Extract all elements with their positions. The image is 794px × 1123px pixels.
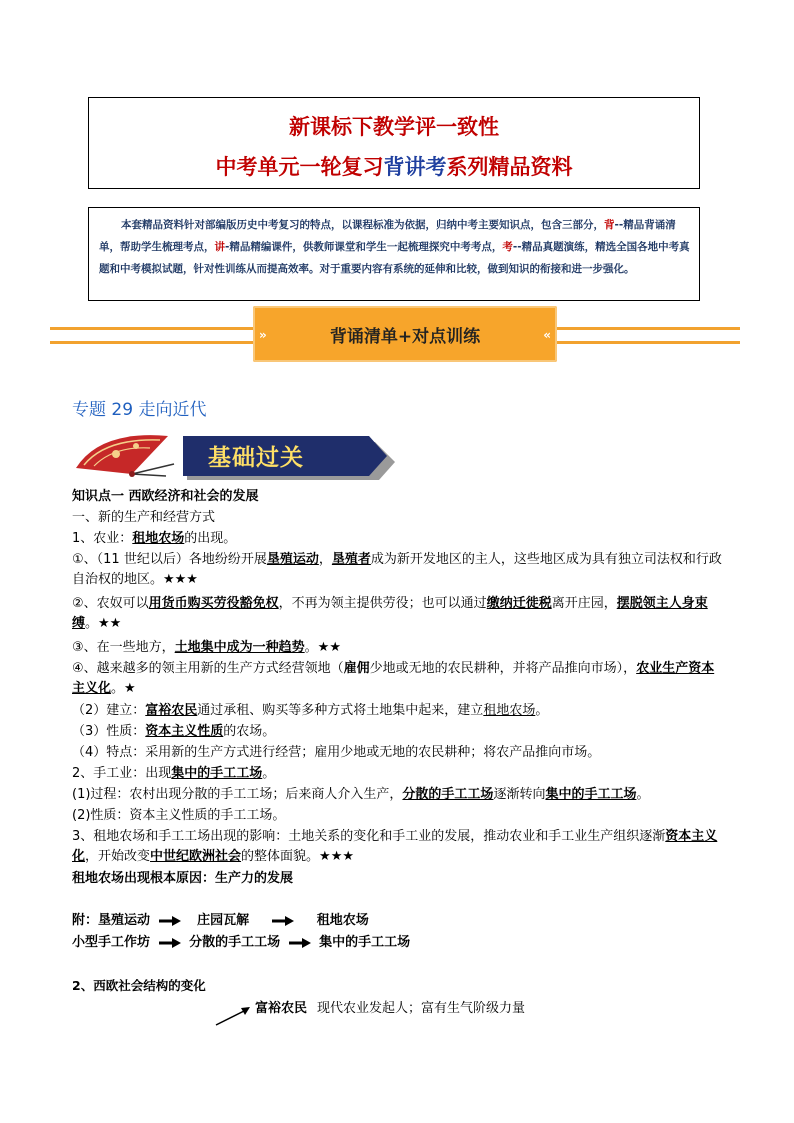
impact-paragraph bbox=[72, 827, 724, 867]
section-badge-label: 基础过关 bbox=[208, 444, 304, 471]
p4-b: 雇佣 bbox=[343, 661, 370, 676]
intro-text-d: --精品真题演练，精选全国各地中考真题和中考模拟试题，针对性训练从而提高效率。对于重要内容有系统的延伸和比较，做到知识的衔接和进一步强化。 bbox=[99, 241, 690, 275]
arrow-right-icon bbox=[159, 938, 181, 948]
imp-d: 中世纪欧洲社会 bbox=[150, 849, 242, 864]
flow-label: 附： bbox=[72, 913, 99, 928]
point-1 bbox=[72, 550, 724, 590]
hp1-b: 分散的手工工场 bbox=[402, 787, 494, 802]
p2-g: 。★★ bbox=[85, 616, 122, 631]
title-line-2-highlight: 背讲考 bbox=[383, 154, 447, 179]
imp-c: ，开始改变 bbox=[85, 849, 151, 864]
s2-d: 租地农场 bbox=[483, 703, 536, 718]
s2-a: （2）建立： bbox=[72, 703, 146, 718]
rich-peasant-desc: 现代农业发起人；富有生气阶级力量 bbox=[317, 1001, 526, 1016]
arrow-up-right-icon bbox=[214, 1003, 254, 1027]
banner-label: 背诵清单+对点训练 bbox=[329, 327, 481, 347]
arrow-right-icon bbox=[159, 916, 181, 926]
arrow-right-icon bbox=[289, 938, 311, 948]
point-3 bbox=[72, 638, 341, 658]
handicraft-process bbox=[72, 785, 649, 805]
intro-text-b: --精品背诵清单，帮助学生梳理考点， bbox=[99, 219, 676, 253]
hp1-a: (1)过程：农村出现分散的手工工场；后来商人介入生产， bbox=[72, 787, 403, 802]
p1-a: ①、（11 世纪以后）各地纷纷开展 bbox=[72, 552, 267, 567]
p1-b: 垦殖运动 bbox=[266, 552, 319, 567]
p2-d: 缴纳迁徙税 bbox=[486, 596, 552, 611]
p2-c: ，不再为领主提供劳役；也可以通过 bbox=[278, 596, 487, 611]
title-line-2 bbox=[89, 151, 699, 181]
handicraft-line bbox=[72, 764, 275, 784]
p3-b: 土地集中成为一种趋势 bbox=[174, 640, 305, 655]
hp1-e: 。 bbox=[636, 787, 650, 802]
p4-d: 农业生产资本主义化 bbox=[72, 661, 715, 696]
flow2-step-3: 集中的手工工场 bbox=[319, 935, 411, 950]
fan-icon bbox=[70, 428, 178, 478]
imp-e: 的整体面貌。★★★ bbox=[241, 849, 355, 864]
p4-e: 。★ bbox=[111, 681, 136, 696]
s2-e: 。 bbox=[535, 703, 549, 718]
s3-b: 资本主义性质 bbox=[145, 724, 224, 739]
title-box bbox=[88, 97, 700, 189]
p4-c: 少地或无地的农民耕种，并将产品推向市场）， bbox=[369, 661, 637, 676]
p3-c: 。★★ bbox=[304, 640, 341, 655]
rich-peasant-line bbox=[255, 997, 525, 1016]
intro-box bbox=[88, 207, 700, 301]
intro-text-c: -精品精编课件，供教师课堂和学生一起梳理探究中考考点， bbox=[225, 241, 503, 253]
intro-jiang: 讲 bbox=[214, 241, 225, 253]
topic-heading: 专题 29 走向近代 bbox=[72, 400, 207, 420]
p1-c: ， bbox=[318, 552, 332, 567]
nature-line bbox=[72, 722, 275, 742]
title-line-1: 新课标下教学评一致性 bbox=[289, 114, 499, 139]
chevron-right-icon: » bbox=[259, 328, 267, 342]
p2-f: 摆脱领主人身束缚 bbox=[72, 596, 708, 631]
hand-c: 。 bbox=[262, 766, 276, 781]
heading-2: 2、西欧社会结构的变化 bbox=[72, 978, 206, 993]
s3-c: 的农场。 bbox=[223, 724, 276, 739]
title-line-2-part-c: 系列精品资料 bbox=[446, 154, 573, 179]
agri-label: 1、农业： bbox=[72, 531, 133, 546]
section-banner bbox=[253, 306, 557, 362]
imp-b: 资本主义化 bbox=[72, 829, 718, 864]
hand-b: 集中的手工工场 bbox=[171, 766, 263, 781]
p1-d: 垦殖者 bbox=[331, 552, 371, 567]
agri-end: 的出现。 bbox=[184, 531, 237, 546]
handicraft-nature: (2)性质：资本主义性质的手工工场。 bbox=[72, 808, 286, 823]
flow1-step-3: 租地农场 bbox=[316, 913, 369, 928]
intro-text-a: 本套精品资料针对部编版历史中考复习的特点，以课程标准为依据，归纳中考主要知识点，包含三部分， bbox=[121, 219, 604, 231]
features-line: （4）特点：采用新的生产方式进行经营；雇用少地或无地的农民耕种；将农产品推向市场。 bbox=[72, 745, 601, 760]
flow-row-1 bbox=[72, 911, 369, 931]
intro-bei: 背 bbox=[604, 219, 615, 231]
p1-e: 成为新开发地区的主人，这些地区成为具有独立司法权和行政自治权的地区。★★★ bbox=[72, 552, 722, 587]
intro-kao: 考 bbox=[502, 241, 513, 253]
flow1-step-1: 垦殖运动 bbox=[98, 913, 151, 928]
establish-line bbox=[72, 701, 548, 721]
flow1-step-2: 庄园瓦解 bbox=[197, 913, 250, 928]
s2-b: 富裕农民 bbox=[145, 703, 198, 718]
imp-a: 3、租地农场和手工工场出现的影响：土地关系的变化和手工业的发展，推动农业和手工业生产组织逐渐 bbox=[72, 829, 666, 844]
p4-a: ④、越来越多的领主用新的生产方式经营领地（ bbox=[72, 661, 344, 676]
point-2 bbox=[72, 594, 724, 634]
flow2-step-1: 小型手工作坊 bbox=[72, 935, 151, 950]
p2-e: 离开庄园， bbox=[551, 596, 617, 611]
agri-line bbox=[72, 529, 236, 549]
flow-row-2 bbox=[72, 933, 410, 953]
hand-a: 2、手工业：出现 bbox=[72, 766, 172, 781]
flow2-step-2: 分散的手工工场 bbox=[189, 935, 281, 950]
rich-peasant: 富裕农民 bbox=[255, 1001, 308, 1016]
agri-term: 租地农场 bbox=[132, 531, 185, 546]
chevron-left-icon: « bbox=[543, 328, 551, 342]
p3-a: ③、在一些地方， bbox=[72, 640, 175, 655]
root-cause: 租地农场出现根本原因：生产力的发展 bbox=[72, 871, 294, 886]
p2-b: 用货币购买劳役豁免权 bbox=[148, 596, 279, 611]
point-4 bbox=[72, 659, 724, 699]
s2-c: 通过承租、购买等多种方式将土地集中起来，建立 bbox=[197, 703, 484, 718]
hp1-c: 逐渐转向 bbox=[493, 787, 546, 802]
title-line-2-part-a: 中考单元一轮复习 bbox=[215, 154, 384, 179]
knowledge-point-1: 知识点一 西欧经济和社会的发展 bbox=[72, 489, 259, 504]
heading-1: 一、新的生产和经营方式 bbox=[72, 510, 216, 525]
hp1-d: 集中的手工工场 bbox=[545, 787, 637, 802]
arrow-right-icon bbox=[272, 916, 294, 926]
p2-a: ②、农奴可以 bbox=[72, 596, 149, 611]
s3-a: （3）性质： bbox=[72, 724, 146, 739]
